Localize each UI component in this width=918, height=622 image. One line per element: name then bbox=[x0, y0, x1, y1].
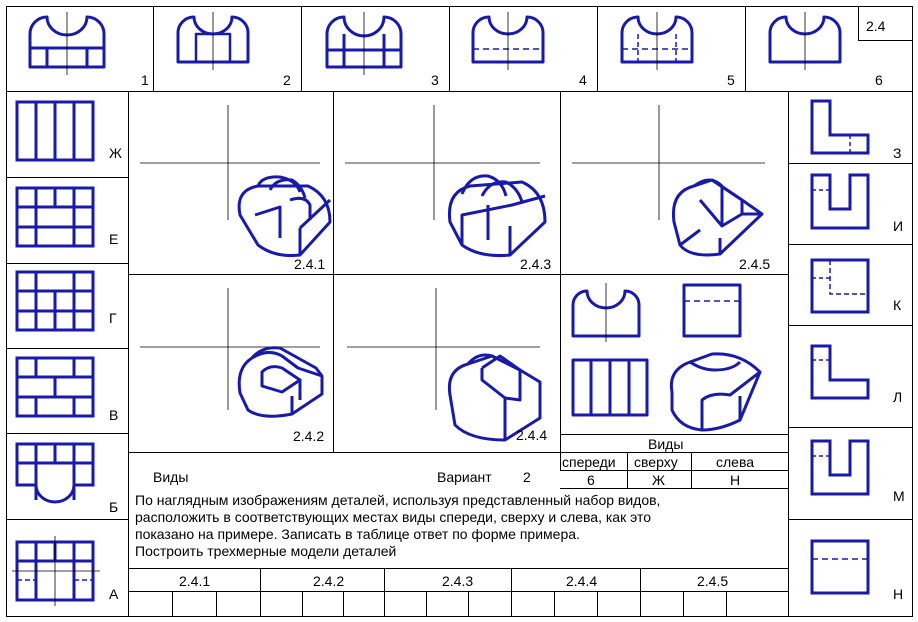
view-l-icon bbox=[812, 346, 868, 398]
figure-axes bbox=[140, 105, 765, 410]
example-left-view-icon bbox=[684, 285, 740, 336]
view-g-icon bbox=[17, 272, 93, 330]
task-description bbox=[135, 492, 785, 560]
view-label-i: И bbox=[893, 218, 904, 234]
example-value-front: 6 bbox=[587, 472, 595, 488]
figure-label-2-4-2: 2.4.2 bbox=[293, 428, 325, 444]
view-zh-icon bbox=[17, 102, 93, 160]
view-label-1: 1 bbox=[141, 72, 149, 88]
example-views bbox=[573, 285, 760, 430]
answer-col-2-4-2: 2.4.2 bbox=[313, 573, 345, 589]
task-line-4: Построить трехмерные модели деталей bbox=[135, 543, 397, 559]
answer-col-2-4-1: 2.4.1 bbox=[179, 573, 211, 589]
view-label-5: 5 bbox=[727, 72, 735, 88]
example-isometric-icon bbox=[671, 354, 760, 430]
view-label-g: Г bbox=[109, 310, 117, 326]
example-value-left: Н bbox=[730, 472, 741, 488]
view-k-icon bbox=[812, 260, 868, 312]
answer-col-2-4-4: 2.4.4 bbox=[566, 573, 598, 589]
task-line-2: расположить в соответствующих местах виды спереди, сверху и слева, как это bbox=[135, 509, 651, 525]
view-label-e: Е bbox=[109, 231, 119, 247]
example-table-title: Виды bbox=[648, 436, 684, 452]
view-label-4: 4 bbox=[579, 72, 587, 88]
answer-col-2-4-5: 2.4.5 bbox=[697, 573, 729, 589]
example-header-top: сверху bbox=[634, 454, 678, 470]
sheet-number: 2.4 bbox=[866, 18, 886, 34]
view-label-zh: Ж bbox=[109, 145, 122, 161]
example-value-top: Ж bbox=[652, 472, 665, 488]
view-label-3: 3 bbox=[431, 72, 439, 88]
view-i-icon bbox=[812, 175, 868, 228]
view-label-a: А bbox=[109, 586, 119, 602]
figure-2-4-2-icon bbox=[239, 348, 322, 417]
view-label-2: 2 bbox=[283, 72, 291, 88]
view-label-m: М bbox=[893, 488, 905, 504]
view-label-n: Н bbox=[893, 586, 904, 602]
figure-label-2-4-3: 2.4.3 bbox=[520, 256, 552, 272]
answer-col-2-4-3: 2.4.3 bbox=[442, 573, 474, 589]
task-line-1: По наглядным изображениям деталей, используя представленный набор видов, bbox=[135, 492, 661, 508]
view-label-6: 6 bbox=[875, 72, 883, 88]
variant-value: 2 bbox=[523, 469, 531, 485]
view-m-icon bbox=[812, 441, 868, 494]
view-z-icon bbox=[812, 101, 868, 153]
view-n-icon bbox=[812, 541, 868, 593]
left-views bbox=[17, 102, 93, 600]
view-label-l: Л bbox=[893, 389, 903, 405]
views-label: Виды bbox=[153, 469, 189, 485]
view-label-k: К bbox=[893, 297, 902, 313]
view-label-z: З bbox=[893, 145, 902, 161]
variant-label: Вариант bbox=[437, 469, 492, 485]
view-e-icon bbox=[17, 188, 93, 246]
figure-label-2-4-4: 2.4.4 bbox=[516, 427, 548, 443]
figure-2-4-3-icon bbox=[449, 176, 545, 256]
view-v-icon bbox=[17, 358, 93, 416]
figure-label-2-4-1: 2.4.1 bbox=[294, 256, 326, 272]
top-views bbox=[30, 17, 840, 67]
view-label-v: В bbox=[109, 407, 119, 423]
figure-2-4-1-icon bbox=[239, 177, 330, 256]
figure-2-4-5-icon bbox=[673, 180, 762, 255]
task-line-3: показано на примере. Записать в таблице ответ по форме примера. bbox=[135, 526, 580, 542]
example-header-front: спереди bbox=[562, 454, 616, 470]
view-label-b: Б bbox=[109, 499, 119, 515]
example-header-left: слева bbox=[716, 454, 755, 470]
example-top-view-icon bbox=[573, 360, 647, 415]
view-b-icon bbox=[17, 444, 93, 502]
figure-label-2-4-5: 2.4.5 bbox=[739, 256, 771, 272]
